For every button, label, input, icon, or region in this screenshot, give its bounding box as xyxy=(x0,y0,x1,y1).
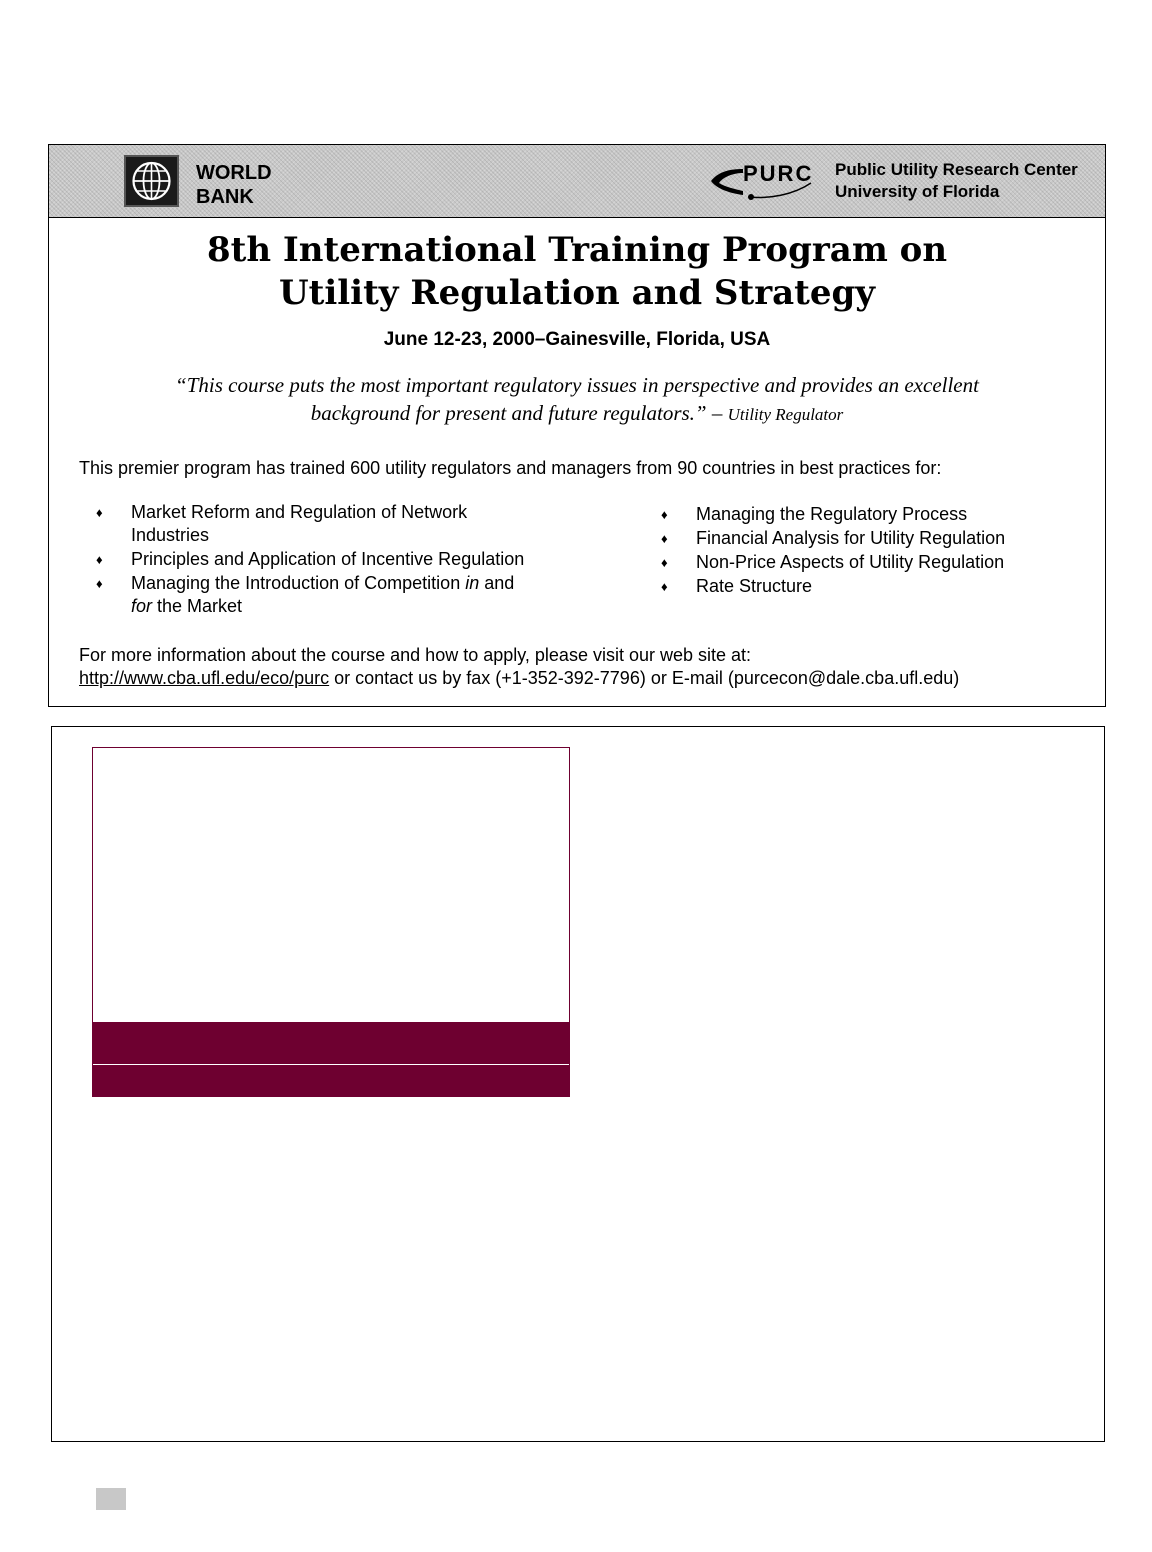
image-placeholder xyxy=(92,747,570,1097)
topic-text: Managing the Introduction of Competition xyxy=(131,573,466,593)
ad-banner xyxy=(49,145,1105,218)
ad-title-line2: Utility Regulation and Strategy xyxy=(278,273,875,313)
page-marker xyxy=(96,1488,126,1510)
topic-emphasis: in xyxy=(465,573,480,593)
purc-line2: University of Florida xyxy=(835,182,1000,201)
diamond-bullet-icon: ♦ xyxy=(96,505,103,520)
list-item xyxy=(644,503,1084,526)
topic-text: and xyxy=(479,573,515,593)
topic-text: Financial Analysis for Utility Regulation xyxy=(696,528,1006,548)
ad-title-line1: 8th International Training Program on xyxy=(206,230,948,270)
globe-icon xyxy=(124,155,179,207)
list-item xyxy=(79,572,599,618)
diamond-bullet-icon: ♦ xyxy=(661,531,668,546)
contact-line1: For more information about the course and how to apply, please visit our web site at: xyxy=(79,645,752,665)
diamond-bullet-icon: ♦ xyxy=(661,579,668,594)
topic-text: Rate Structure xyxy=(696,576,813,596)
website-link[interactable]: http://www.cba.ufl.edu/eco/purc xyxy=(79,668,330,688)
list-item xyxy=(644,527,1084,550)
list-item xyxy=(79,548,599,571)
advertisement-box xyxy=(48,144,1106,707)
ad-title xyxy=(49,229,1105,315)
topic-text: Market Reform and Regulation of Network xyxy=(131,502,468,522)
content-frame xyxy=(51,726,1105,1442)
topics-list-right xyxy=(644,503,1084,599)
list-item xyxy=(79,501,599,547)
world-bank-line1: WORLD xyxy=(196,162,272,184)
diamond-bullet-icon: ♦ xyxy=(96,576,103,591)
topics-list-left xyxy=(79,501,599,619)
purc-line1: Public Utility Research Center xyxy=(835,160,1078,179)
quote-line2: background for present and future regulators.” – xyxy=(310,401,723,425)
diamond-bullet-icon: ♦ xyxy=(96,552,103,567)
topic-text: Non-Price Aspects of Utility Regulation xyxy=(696,552,1005,572)
purc-name xyxy=(835,159,1078,203)
ad-intro: This premier program has trained 600 utility regulators and managers from 90 countries in best practices for: xyxy=(79,458,942,478)
quote-line1: “This course puts the most important regulatory issues in perspective and provides an excellent xyxy=(175,373,979,397)
world-bank-line2: BANK xyxy=(196,186,254,208)
list-item xyxy=(644,551,1084,574)
diamond-bullet-icon: ♦ xyxy=(661,555,668,570)
purc-logo-text: PURC xyxy=(743,161,814,186)
purc-logo xyxy=(709,157,819,203)
ad-dateline: June 12-23, 2000–Gainesville, Florida, USA xyxy=(383,329,771,350)
list-item xyxy=(644,575,1084,598)
ad-contact xyxy=(79,644,959,690)
contact-details: or contact us by fax (+1-352-392-7796) or E-mail (purcecon@dale.cba.ufl.edu) xyxy=(329,668,960,688)
maroon-band-lower xyxy=(93,1065,569,1096)
world-bank-name xyxy=(196,161,272,209)
ad-quote xyxy=(89,371,1065,429)
topic-text: Managing the Regulatory Process xyxy=(696,504,968,524)
topic-text: the Market xyxy=(152,596,243,616)
maroon-band-upper xyxy=(93,1022,569,1064)
diamond-bullet-icon: ♦ xyxy=(661,507,668,522)
quote-attribution: Utility Regulator xyxy=(727,405,844,424)
topic-emphasis: for xyxy=(131,596,153,616)
topic-text: Principles and Application of Incentive Regulation xyxy=(131,549,525,569)
topic-text: Industries xyxy=(131,525,210,545)
